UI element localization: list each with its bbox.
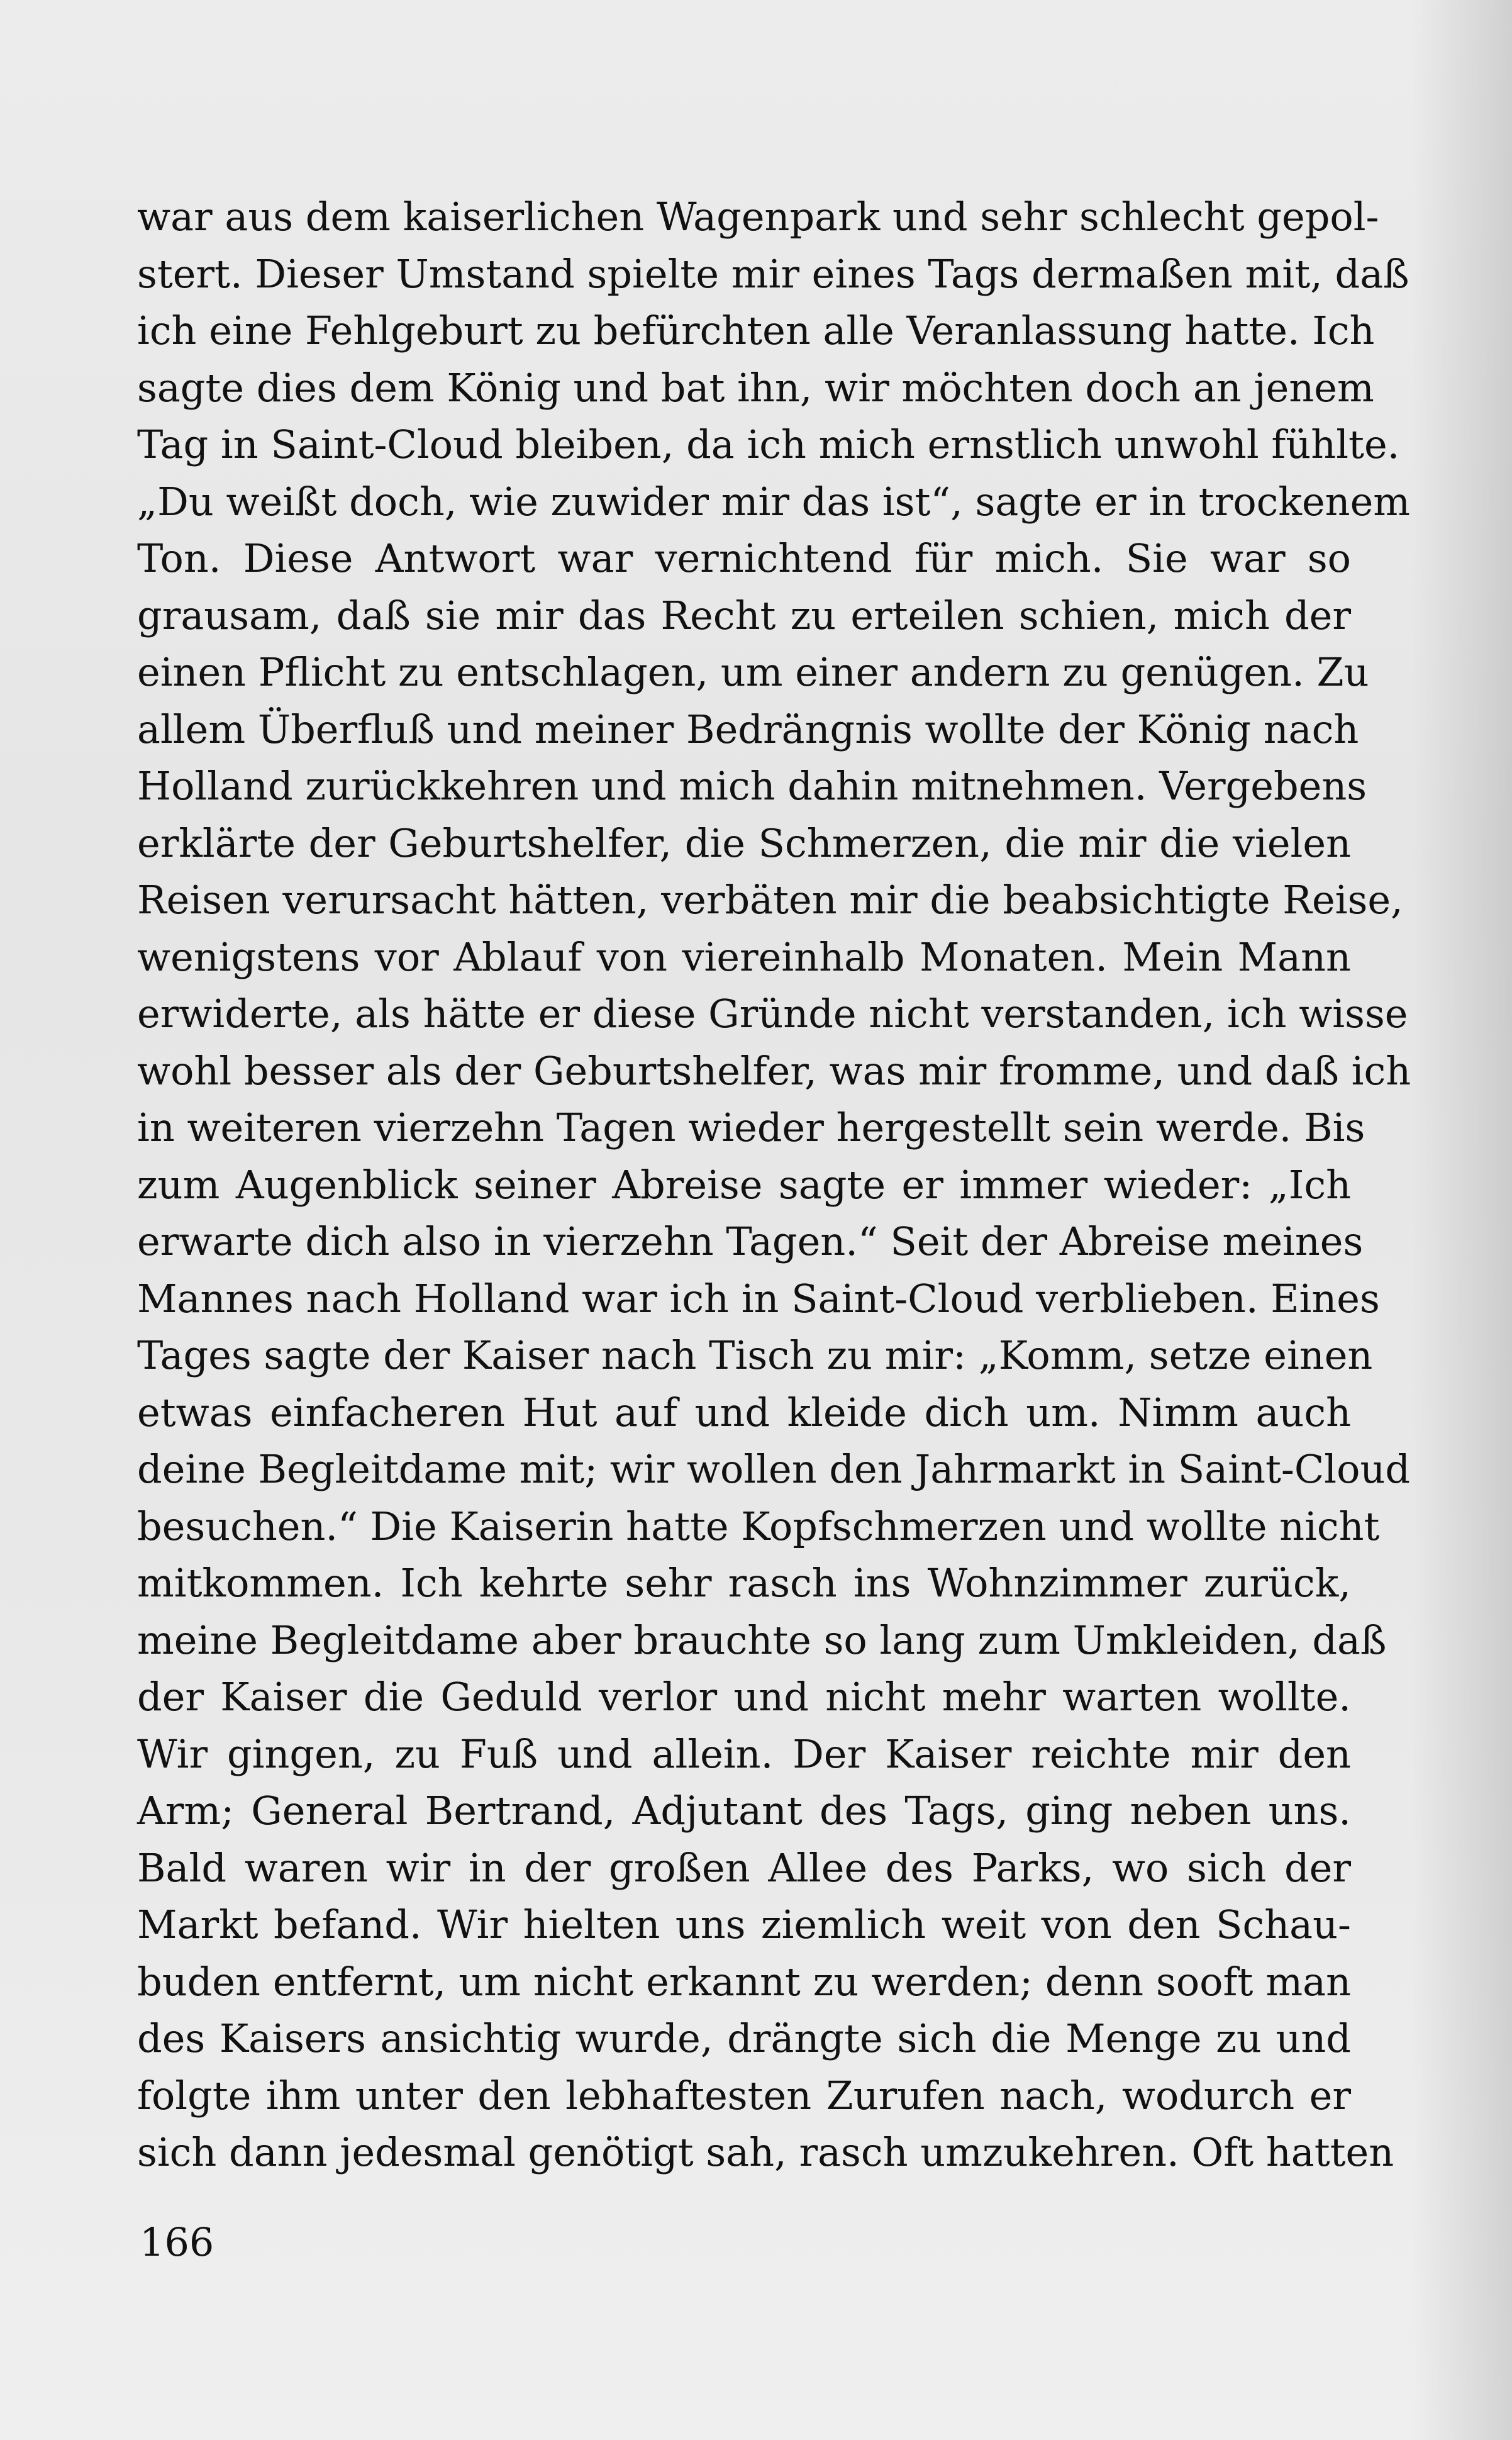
text-line: Holland zurückkehren und mich dahin mitnehmen. Vergebens [137,763,1367,809]
text-line: Markt befand. Wir hielten uns ziemlich weit von den Schau- [137,1902,1351,1947]
text-line: buden entfernt, um nicht erkannt zu werden; denn sooft man [137,1958,1351,2005]
body-text [137,189,1411,2181]
text-line: Reisen verursacht hätten, verbäten mir die beabsichtigte Reise, [137,877,1403,923]
text-line: etwas einfacheren Hut auf und kleide dich um. Nimm auch [137,1389,1351,1435]
text-line: stert. Dieser Umstand spielte mir eines Tags dermaßen mit, daß [137,250,1409,297]
text-line: erwiderte, als hätte er diese Gründe nicht verstanden, ich wisse [137,991,1408,1037]
text-line: ich eine Fehlgeburt zu befürchten alle Veranlassung hatte. Ich [137,308,1375,354]
text-line: deine Begleitdame mit; wir wollen den Jahrmarkt in Saint-Cloud [137,1446,1411,1492]
text-line: wohl besser als der Geburtshelfer, was mir fromme, und daß ich [137,1047,1411,1094]
text-line: erklärte der Geburtshelfer, die Schmerzen, die mir die vielen [137,820,1351,866]
text-line: war aus dem kaiserlichen Wagenpark und sehr schlecht gepol- [137,194,1379,240]
text-line: Tages sagte der Kaiser nach Tisch zu mir: „Komm, setze einen [137,1332,1373,1378]
text-line: wenigstens vor Ablauf von viereinhalb Monaten. Mein Mann [137,933,1351,980]
text-line: Tag in Saint-Cloud bleiben, da ich mich ernstlich unwohl fühlte. [137,421,1400,467]
text-line: einen Pflicht zu entschlagen, um einer andern zu genügen. Zu [137,649,1369,695]
text-line: besuchen.“ Die Kaiserin hatte Kopfschmerzen und wollte nicht [137,1503,1380,1549]
text-line: des Kaisers ansichtig wurde, drängte sich die Menge zu und [137,2015,1351,2061]
text-line: zum Augenblick seiner Abreise sagte er immer wieder: „Ich [137,1161,1351,1208]
text-line: Ton. Diese Antwort war vernichtend für mich. Sie war so [137,535,1351,581]
text-line: erwarte dich also in vierzehn Tagen.“ Seit der Abreise meines [137,1218,1364,1264]
text-line: in weiteren vierzehn Tagen wieder hergestellt sein werde. Bis [137,1105,1365,1150]
text-line: der Kaiser die Geduld verlor und nicht mehr warten wollte. [137,1674,1351,1720]
text-line: sich dann jedesmal genötigt sah, rasch umzukehren. Oft hatten [137,2129,1394,2175]
text-line: allem Überfluß und meiner Bedrängnis wollte der König nach [137,706,1359,752]
text-line: Mannes nach Holland war ich in Saint-Cloud verblieben. Eines [137,1275,1380,1322]
text-line: Bald waren wir in der großen Allee des Parks, wo sich der [137,1844,1351,1891]
text-line: mitkommen. Ich kehrte sehr rasch ins Wohnzimmer zurück, [137,1560,1351,1606]
text-line: folgte ihm unter den lebhaftesten Zurufen nach, wodurch er [137,2072,1351,2119]
text-line: Wir gingen, zu Fuß und allein. Der Kaiser reichte mir den [137,1730,1351,1777]
page-number: 166 [140,2219,214,2265]
text-line: „Du weißt doch, wie zuwider mir das ist“, sagte er in trockenem [137,478,1411,525]
text-line: grausam, daß sie mir das Recht zu erteilen schien, mich der [137,592,1351,638]
text-line: meine Begleitdame aber brauchte so lang zum Umkleiden, daß [137,1617,1387,1663]
text-line: sagte dies dem König und bat ihn, wir möchten doch an jenem [137,364,1374,411]
text-line: Arm; General Bertrand, Adjutant des Tags, ging neben uns. [137,1788,1351,1834]
